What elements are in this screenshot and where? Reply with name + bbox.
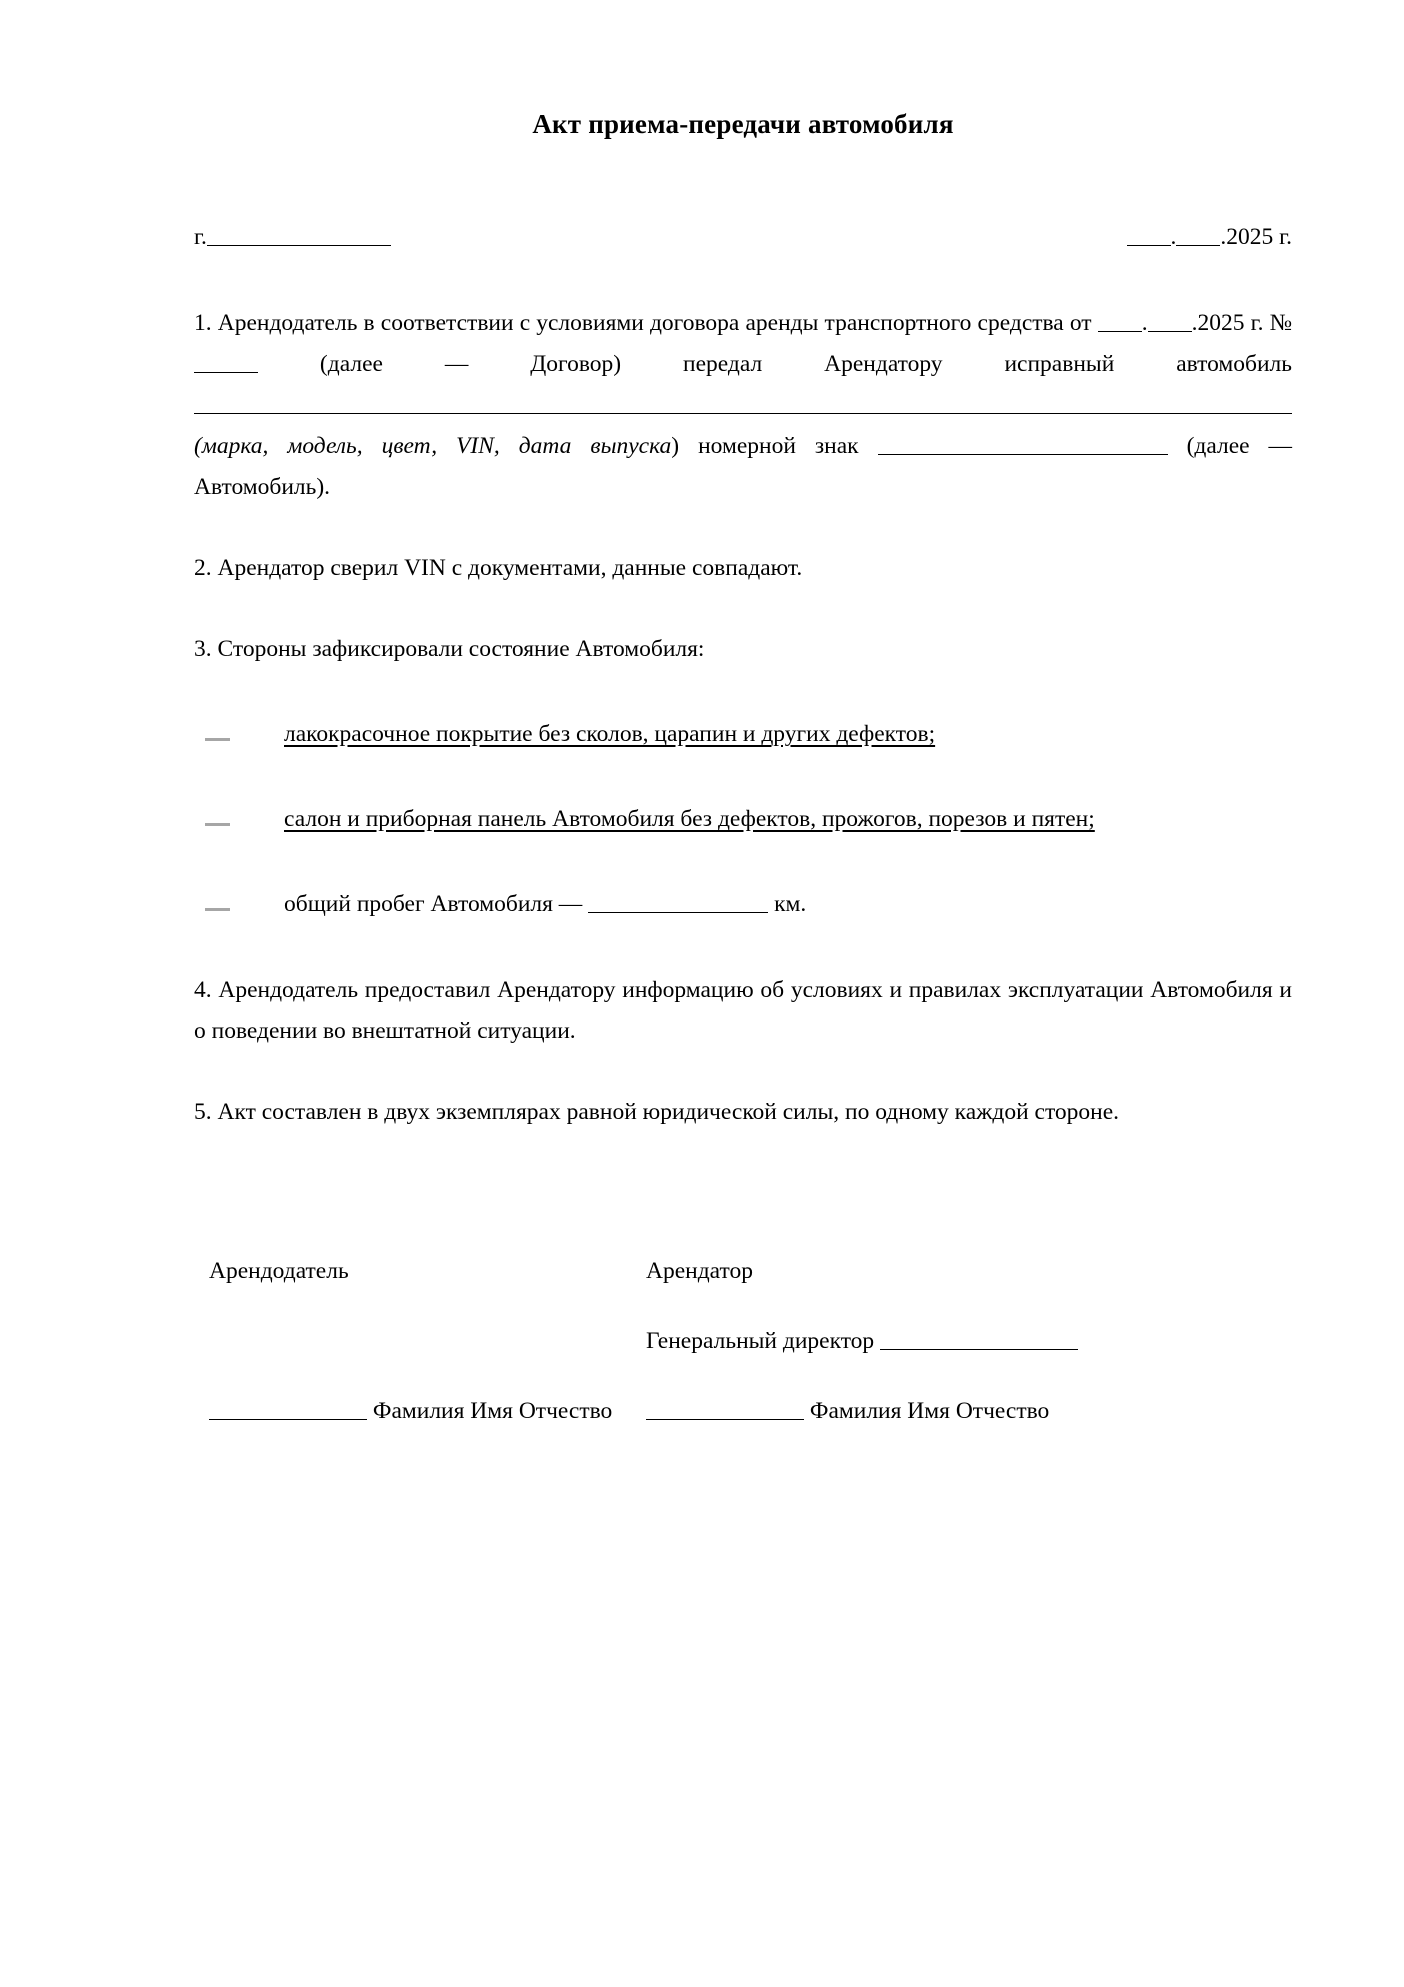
director-signature-input[interactable] — [880, 1327, 1078, 1350]
clause-1 — [194, 303, 1292, 508]
page-title: Акт приема-передачи автомобиля — [532, 109, 954, 139]
clause-1-text-4: (далее — Автомобиль). — [194, 433, 1293, 501]
lessee-signature-input[interactable] — [646, 1397, 804, 1420]
list-item — [194, 799, 1292, 840]
clause-1-text-1: 1. Арендодатель в соответствии с условиями договора аренды транспортного средства от — [194, 310, 1092, 337]
city-label: г. — [194, 224, 207, 251]
director-title-label: Генеральный директор — [646, 1328, 875, 1355]
city-field-group — [194, 217, 391, 258]
date-month-input[interactable] — [1176, 223, 1220, 246]
vehicle-description-input[interactable] — [194, 391, 1292, 414]
clause-1-year-label: .2025 г. № — [1191, 310, 1293, 337]
city-input[interactable] — [207, 223, 391, 246]
date-day-input[interactable] — [1127, 223, 1171, 246]
signature-name-row — [194, 1391, 1292, 1443]
date-dot-1: . — [1170, 224, 1177, 251]
clause-5: 5. Акт составлен в двух экземплярах равной юридической силы, по одному каждой стороне. — [194, 1099, 1120, 1126]
lessor-role-label: Арендодатель — [209, 1258, 349, 1285]
lessee-signature-group — [646, 1391, 1049, 1432]
lessee-role-label: Арендатор — [646, 1258, 753, 1285]
clause-1-hint-1: (марка, модель, — [194, 433, 363, 460]
date-year-suffix: .2025 г. — [1220, 224, 1292, 251]
contract-month-input[interactable] — [1148, 309, 1192, 332]
contract-dot: . — [1141, 310, 1148, 337]
signature-spacer — [194, 1303, 1292, 1321]
clause-2: 2. Арендатор сверил VIN с документами, данные совпадают. — [194, 555, 803, 582]
signature-block — [194, 1251, 1292, 1443]
clause-4: 4. Арендодатель предоставил Арендатору информацию об условиях и правилах эксплуатации Автомобиля и о поведении во внештатной ситуации. — [194, 977, 1292, 1045]
clause-1-text-2: (далее — Договор) передал Арендатору исправный автомобиль — [319, 351, 1292, 378]
mileage-unit: км. — [774, 891, 807, 918]
mileage-input[interactable] — [588, 890, 768, 913]
lessor-name-placeholder: Фамилия Имя Отчество — [372, 1398, 613, 1425]
list-item — [194, 714, 1292, 755]
document-body — [194, 0, 1292, 1443]
condition-list — [194, 714, 1292, 925]
contract-number-input[interactable] — [194, 350, 258, 373]
date-field-group — [1127, 217, 1293, 258]
lessor-signature-input[interactable] — [209, 1397, 367, 1420]
condition-item-text: лакокрасочное покрытие без сколов, царапин и других дефектов; — [284, 721, 936, 748]
signature-role-row — [194, 1251, 1292, 1303]
clause-1-hint-2: цвет, VIN, дата выпуска — [381, 433, 672, 460]
plate-number-input[interactable] — [878, 432, 1168, 455]
contract-day-input[interactable] — [1098, 309, 1142, 332]
city-date-row — [194, 217, 1292, 258]
condition-item-text: салон и приборная панель Автомобиля без дефектов, прожогов, порезов и пятен; — [284, 806, 1095, 833]
lessee-name-placeholder: Фамилия Имя Отчество — [809, 1398, 1050, 1425]
signature-spacer — [194, 1373, 1292, 1391]
clause-3: 3. Стороны зафиксировали состояние Автомобиля: — [194, 636, 705, 663]
lessor-signature-group — [209, 1391, 612, 1432]
director-field-group — [646, 1321, 1078, 1362]
list-item — [194, 884, 1292, 925]
clause-1-text-3: ) номерной знак — [671, 433, 859, 460]
mileage-label: общий пробег Автомобиля — — [284, 891, 583, 918]
director-row — [194, 1321, 1292, 1373]
